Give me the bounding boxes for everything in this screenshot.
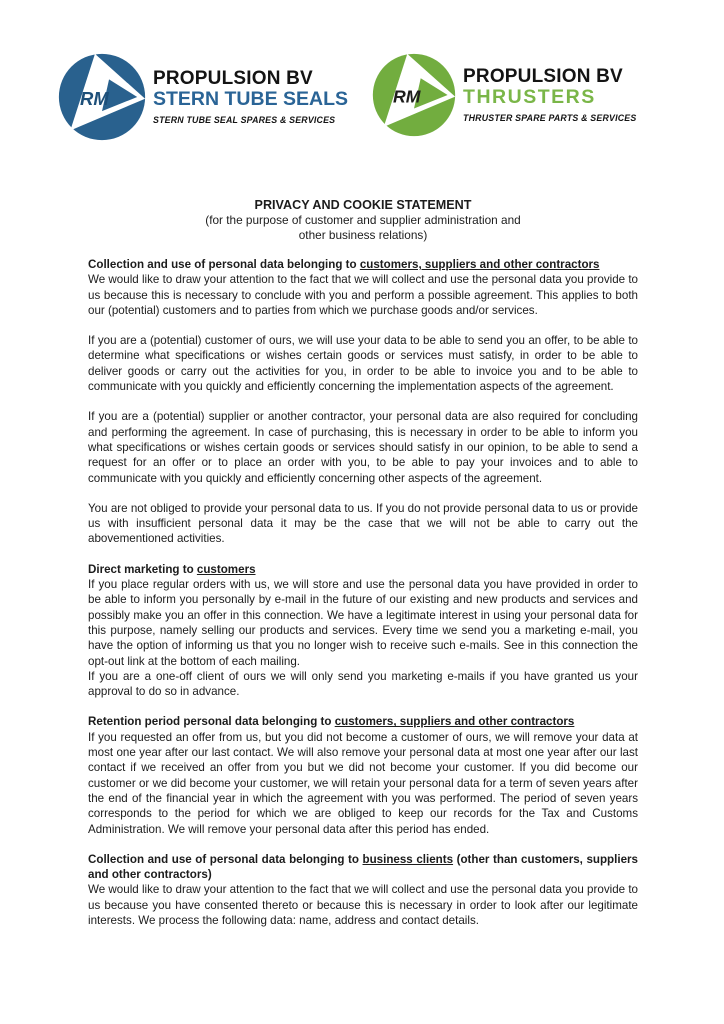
subtitle-line-2: other business relations) — [298, 227, 428, 242]
section-heading-direct-marketing — [88, 562, 638, 577]
rm-monogram: RM — [393, 86, 421, 107]
logo-tagline: STERN TUBE SEAL SPARES & SERVICES — [153, 115, 336, 125]
paragraph: If you are a one-off client of ours we will only send you marketing e-mails if you have granted us your approval to do so in advance. — [88, 669, 638, 699]
heading-underlined-text: customers, suppliers and other contractors — [334, 715, 575, 729]
paragraph: We would like to draw your attention to the fact that we will collect and use the personal data you provide to us because this is necessary to conclude with you and perform a possible agreement. This applies to both our (potential) customers and to parties from which we purchase goods and/or services. — [88, 273, 638, 317]
logo-tagline: THRUSTER SPARE PARTS & SERVICES — [463, 113, 637, 123]
thrusters-logo-text — [463, 67, 636, 123]
heading-underlined-text: customers, suppliers and other contractors — [359, 258, 600, 271]
heading-text: Direct marketing to — [88, 562, 197, 576]
paragraph: If you are a (potential) supplier or another contractor, your personal data are also required for concluding and performing the agreement. In case of purchasing, this is necessary in order to be able to inform you what specifications or wishes certain goods or services should satisfy in our opinion, to be able to send a request for an offer or to place an order with you, to be able to pay your invoices and to able to communicate with you quickly and efficiently concerning other aspects of the agreement. — [88, 410, 638, 485]
logo-company-name: PROPULSION BV — [153, 68, 313, 89]
title-block — [88, 198, 638, 242]
section-heading-collection-business-clients — [88, 852, 638, 883]
rm-monogram: RM — [80, 87, 109, 109]
heading-text: Collection and use of personal data belonging to — [88, 258, 360, 271]
logo-division-name: STERN TUBE SEALS — [153, 88, 349, 110]
paragraph: We would like to draw your attention to the fact that we will collect and use the personal data you provide to us because you have consented thereto or because this is necessary in order to look after our legitimate interests. We process the following data: name, address and contact details. — [88, 883, 638, 927]
paragraph: If you place regular orders with us, we will store and use the personal data you have provided in order to be able to inform you personally by e-mail in the future of our existing and new products and services and possibly make you an offer in this connection. We have a legitimate interest in using your personal data for this purpose, namely selling our products and services. Every time we send you a marketing e-mail, you have the option of informing us that you no longer wish to receive such e-mails. See in this connection the opt-out link at the bottom of each mailing. — [88, 578, 638, 668]
heading-underlined-text: customers — [196, 562, 256, 576]
paragraph: If you requested an offer from us, but you did not become a customer of ours, we will remove your data at most one year after our last contact. We will also remove your personal data at most one year after our last contact if we received an offer from you but we did not become your customer. If you did become our customer or we did become your customer, we will retain your personal data for a term of seven years after the end of the financial year in which the agreement with you was performed. The period of seven years corresponds to the period for which we are obliged to keep our records for the Tax and Customs Administration. We will remove your personal data after this period has ended. — [88, 730, 638, 836]
paragraph: You are not obliged to provide your personal data to us. If you do not provide personal data to us or provide us with insufficient personal data it may be the case that we will not be able to carry out the abovementioned activities. — [88, 501, 638, 546]
logo-company-name: PROPULSION BV — [463, 66, 623, 87]
thrusters-logo — [372, 53, 636, 137]
section-heading-collection-customers — [88, 257, 638, 272]
rm-blue-logo-icon — [58, 53, 146, 141]
privacy-statement-document — [88, 198, 638, 928]
heading-text: Collection and use of personal data belonging to — [88, 852, 363, 866]
stern-tube-seals-logo-text — [153, 69, 348, 125]
rm-green-logo-icon — [372, 53, 456, 137]
section-heading-retention-period — [88, 714, 638, 729]
subtitle-line-1: (for the purpose of customer and supplier administration and — [205, 213, 521, 227]
heading-underlined-text: business clients — [362, 852, 454, 866]
heading-text: Retention period personal data belonging to — [88, 715, 335, 729]
page-title: PRIVACY AND COOKIE STATEMENT — [254, 198, 472, 212]
heading-text: (other than customers, suppliers and other contractors) — [88, 852, 638, 882]
paragraph: If you are a (potential) customer of ours, we will use your data to be able to send you an offer, to be able to determine what specifications or wishes certain goods or services must satisfy, in order to be able to deliver goods or carry out the activities for you, in order to be able to invoice you and to be able to communicate with you quickly and efficiently concerning the implementation aspects of the agreement. — [88, 334, 638, 394]
logo-division-name: THRUSTERS — [463, 86, 596, 108]
stern-tube-seals-logo — [58, 53, 348, 141]
header-logos — [0, 0, 724, 141]
